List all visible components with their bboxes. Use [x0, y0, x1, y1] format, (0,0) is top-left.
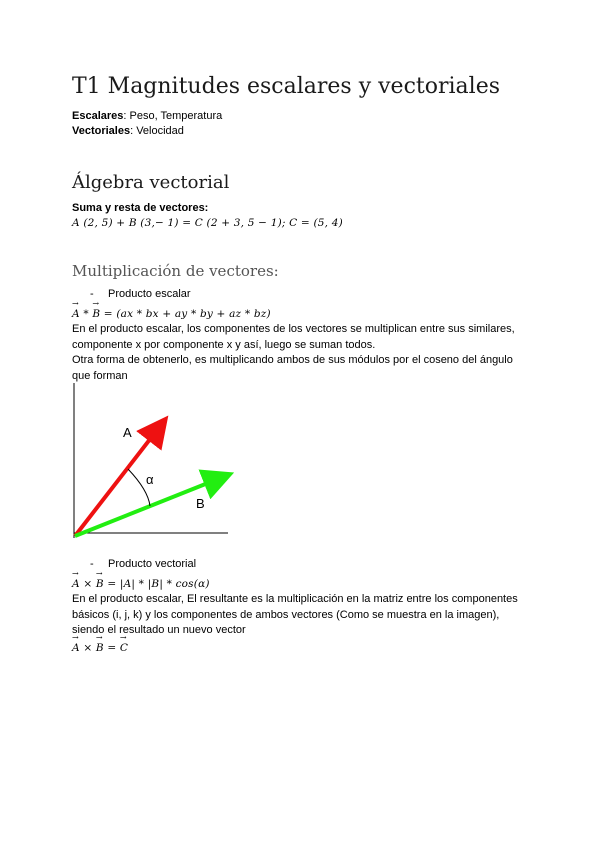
- sum-title: Suma y resta de vectores:: [72, 202, 209, 214]
- vector-b-symbol-2: → B: [96, 578, 104, 590]
- label-angle: α: [146, 472, 154, 487]
- bullet-vector-label: Producto vectorial: [108, 558, 197, 570]
- vector-a-symbol-2: → A: [72, 578, 80, 590]
- scalars-value: : Peso, Temperatura: [123, 110, 223, 122]
- vector-b-symbol: → B: [92, 308, 100, 320]
- bullet-scalar-product: - Producto escalar: [90, 288, 191, 300]
- scalars-line: [72, 109, 222, 124]
- cross-result-formula: → A × → B = → C: [72, 642, 128, 654]
- bullet-vector-product: - Producto vectorial: [90, 558, 197, 570]
- sum-formula: A (2, 5) + B (3,− 1) = C (2 + 3, 5 − 1); C = (5, 4): [72, 217, 343, 229]
- vector-c-symbol: → C: [120, 642, 128, 654]
- vector-formula-rhs: = |A| * |B| * cos(α): [107, 578, 210, 590]
- bullet-scalar-label: Producto escalar: [108, 288, 191, 300]
- vector-a-symbol: → A: [72, 308, 80, 320]
- vector-a-symbol-3: → A: [72, 642, 80, 654]
- scalar-formula-rhs: = (ax * bx + ay * by + az * bz): [103, 308, 271, 320]
- vector-formula: → A × → B = |A| * |B| * cos(α): [72, 578, 210, 590]
- label-vector-a: A: [123, 425, 132, 440]
- vector-b-symbol-3: → B: [96, 642, 104, 654]
- scalar-paragraph: En el producto escalar, los componentes de los vectores se multiplican entre sus similares, componente x por componente x y así, luego se suman todos.: [72, 323, 515, 351]
- multiplication-heading: Multiplicación de vectores:: [72, 262, 279, 280]
- vector-angle-figure: [68, 380, 238, 545]
- algebra-heading: Álgebra vectorial: [72, 172, 230, 193]
- vectors-label: Vectoriales: [72, 125, 131, 137]
- vectors-line: [72, 124, 184, 139]
- label-vector-b: B: [196, 496, 205, 511]
- vectors-value: : Velocidad: [130, 125, 184, 137]
- page-title: T1 Magnitudes escalares y vectoriales: [72, 74, 501, 99]
- scalars-label: Escalares: [72, 110, 124, 122]
- scalar-paragraph-2: Otra forma de obtenerlo, es multiplicando ambos de sus módulos por el coseno del ángulo que forman: [72, 354, 513, 382]
- vector-paragraph: En el producto escalar, El resultante es la multiplicación en la matriz entre los componentes básicos (i, j, k) y los componentes de ambos vectores (Como se muestra en la imagen), siendo el resultado un nuevo vector: [72, 593, 518, 636]
- scalar-formula: → A * → B = (ax * bx + ay * by + az * bz): [72, 308, 271, 320]
